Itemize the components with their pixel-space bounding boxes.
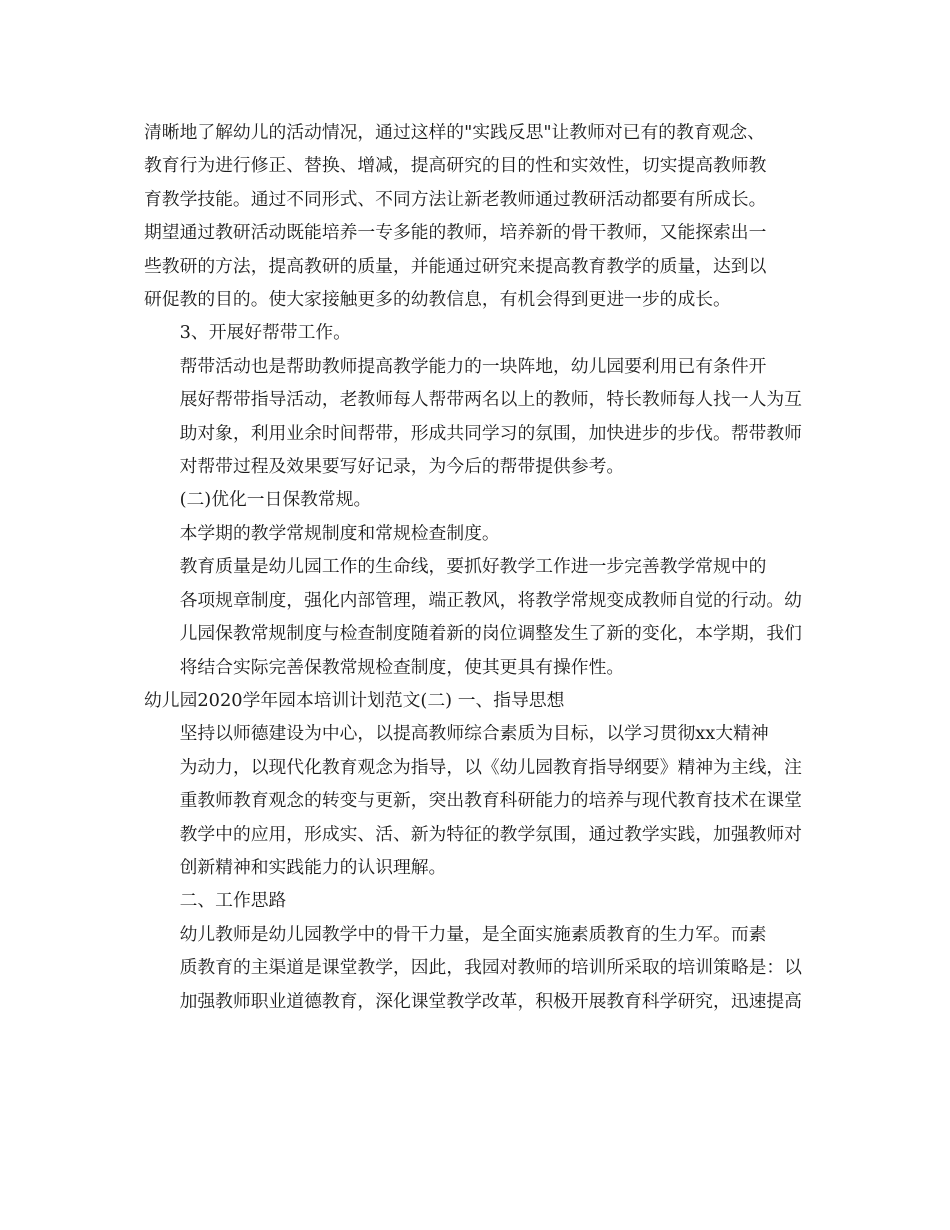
text-line: 对帮带过程及效果要写好记录，为今后的帮带提供参考。 [179,456,625,478]
paragraph [144,116,809,316]
text-line: 将结合实际完善保教常规检查制度，使其更具有操作性。 [179,656,625,678]
paragraph [144,517,809,550]
text-line: 坚持以师德建设为中心，以提高教师综合素质为目标，以学习贯彻xx大精神 [179,723,769,745]
text-line: 二、工作思路 [179,890,287,912]
text-line: 展好帮带指导活动，老教师每人帮带两名以上的教师，特长教师每人找一人为互 [179,389,802,411]
paragraph [144,550,809,684]
paragraph [144,684,809,717]
text-line: 本学期的教学常规制度和常规检查制度。 [179,522,500,544]
text-line: 儿园保教常规制度与检查制度随着新的岗位调整发生了新的变化，本学期，我们 [179,623,802,645]
text-line: 教育质量是幼儿园工作的生命线，要抓好教学工作进一步完善教学常规中的 [179,556,767,578]
text-line: 些教研的方法，提高教研的质量，并能通过研究来提高教育教学的质量，达到以 [144,255,767,277]
text-line: 助对象，利用业余时间帮带，形成共同学习的氛围，加快进步的步伐。帮带教师 [179,422,802,444]
text-line: 教育行为进行修正、替换、增减，提高研究的目的性和实效性，切实提高教师教 [144,155,767,177]
text-line: (二)优化一日保教常规。 [179,489,372,511]
paragraph [144,483,809,516]
text-line: 加强教师职业道德教育，深化课堂教学改革，积极开展教育科学研究，迅速提高 [179,990,802,1012]
text-line: 清晰地了解幼儿的活动情况，通过这样的"实践反思"让教师对已有的教育观念、 [144,122,765,143]
text-line: 研促教的目的。使大家接触更多的幼教信息，有机会得到更进一步的成长。 [144,289,731,311]
document-body [144,116,809,1018]
text-line: 各项规章制度，强化内部管理，端正教风，将教学常规变成教师自觉的行动。幼 [179,589,802,611]
text-line: 幼儿园2020学年园本培训计划范文(二) 一、指导思想 [144,689,565,711]
paragraph [144,350,809,484]
text-line: 幼儿教师是幼儿园教学中的骨干力量，是全面实施素质教育的生力军。而素 [179,923,767,945]
paragraph [144,717,809,884]
text-line: 为动力，以现代化教育观念为指导，以《幼儿园教育指导纲要》精神为主线，注 [179,756,802,778]
text-line: 3、开展好帮带工作。 [179,322,351,344]
text-line: 期望通过教研活动既能培养一专多能的教师，培养新的骨干教师，又能探索出一 [144,222,767,244]
text-line: 育教学技能。通过不同形式、不同方法让新老教师通过教研活动都要有所成长。 [144,188,767,210]
paragraph [144,884,809,917]
text-line: 质教育的主渠道是课堂教学，因此，我园对教师的培训所采取的培训策略是：以 [179,957,802,979]
paragraph [144,316,809,349]
text-line: 重教师教育观念的转变与更新，突出教育科研能力的培养与现代教育技术在课堂 [179,790,802,812]
text-line: 帮带活动也是帮助教师提高教学能力的一块阵地，幼儿园要利用已有条件开 [179,355,767,377]
text-line: 教学中的应用，形成实、活、新为特征的教学氛围，通过教学实践，加强教师对 [179,823,802,845]
text-line: 创新精神和实践能力的认识理解。 [179,856,447,878]
paragraph [144,918,809,1018]
